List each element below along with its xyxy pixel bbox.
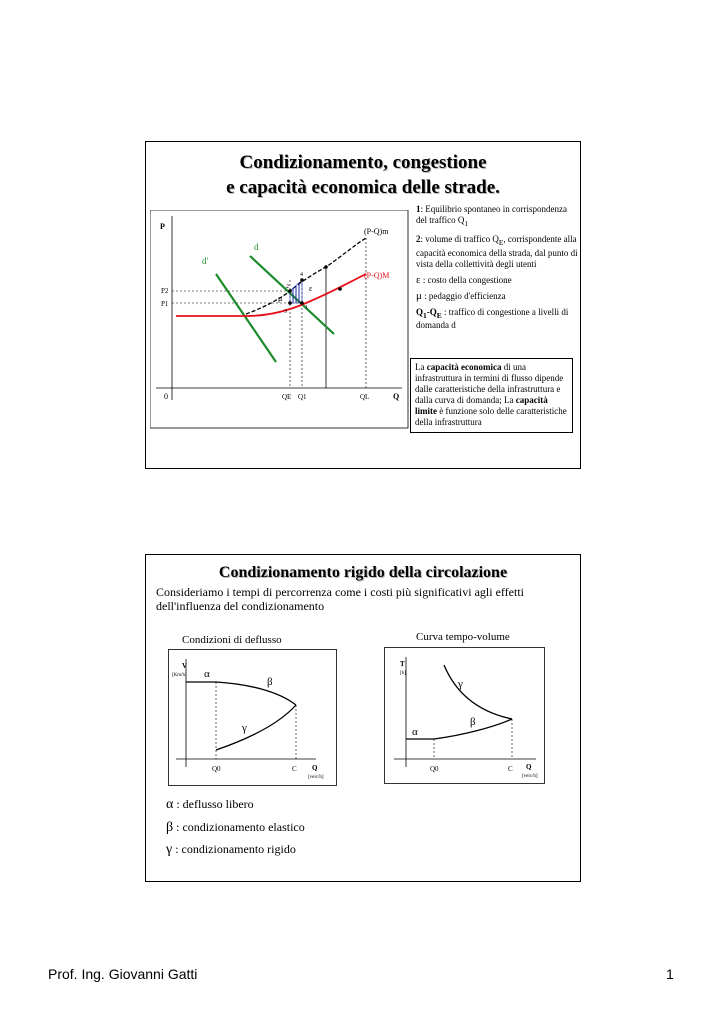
curve-gamma bbox=[444, 665, 512, 719]
point-2-label: 2 bbox=[286, 284, 289, 290]
q-axis-label: Q bbox=[312, 764, 318, 772]
curve-m-label: (P-Q)m bbox=[364, 227, 389, 236]
footer-page-number: 1 bbox=[666, 966, 674, 982]
curve-pq-M bbox=[176, 274, 366, 316]
t-axis-label: T bbox=[400, 660, 405, 668]
beta-label: β bbox=[267, 676, 273, 688]
c-label: C bbox=[292, 765, 297, 773]
congestion-graph bbox=[150, 210, 410, 432]
slide-congestione bbox=[145, 141, 581, 469]
gamma-label: γ bbox=[242, 722, 247, 734]
graph-left-title: Condizioni di deflusso bbox=[182, 634, 282, 646]
slide-title: Condizionamento rigido della circolazione bbox=[218, 564, 508, 581]
gamma-label: γ bbox=[458, 678, 463, 690]
note-2: 2: volume di traffico $Q_E$, corrispondente alla capacità economica della strada, dal punto di vista della collettività degli utenti bbox=[416, 233, 578, 269]
epsilon-label: ε bbox=[309, 284, 313, 293]
p1-label: P1 bbox=[161, 300, 169, 308]
q1-label: Q1 bbox=[298, 393, 307, 401]
speed-flow-graph bbox=[168, 649, 338, 787]
demand-curve-d bbox=[250, 256, 334, 334]
curve-M-label: (P-Q)M bbox=[364, 271, 390, 280]
point-3-label: 3 bbox=[284, 309, 287, 315]
graph-right-title: Curva tempo-volume bbox=[416, 631, 510, 643]
note-5: $Q_1-Q_E$ : traffico di congestione a livelli di domanda d bbox=[416, 306, 569, 331]
v-axis-label: V bbox=[182, 662, 188, 670]
v-axis-unit: [Km/h] bbox=[172, 673, 187, 678]
note-3: ε : costo della congestione bbox=[416, 273, 512, 286]
mu-label: μ bbox=[278, 294, 283, 303]
legend-beta: β : condizionamento elastico bbox=[166, 820, 305, 835]
p-axis-label: P bbox=[160, 222, 165, 231]
c-label: C bbox=[508, 765, 513, 773]
capacity-definition-box: La capacità economica di una infrastruttura in termini di flusso dipende dalle caratteristiche della infrastruttura e dalla curva di domanda; La capacità limite è funzione solo delle caratteristiche della infrastruttura bbox=[410, 358, 573, 433]
point-4 bbox=[300, 278, 304, 282]
slide-title-line2: e capacità economica delle strade. bbox=[226, 177, 500, 198]
point-1-label: 1 bbox=[305, 305, 308, 311]
beta-label: β bbox=[470, 716, 476, 728]
q-axis-unit: [veic/h] bbox=[308, 775, 324, 780]
demand-curve-d-prime bbox=[216, 274, 276, 362]
alpha-label: α bbox=[204, 668, 210, 680]
graph-notes bbox=[416, 204, 578, 336]
p2-label: P2 bbox=[161, 287, 169, 295]
graph-frame bbox=[385, 648, 545, 784]
origin-label: 0 bbox=[164, 392, 168, 401]
time-volume-graph bbox=[384, 647, 546, 785]
curve-gamma bbox=[216, 705, 296, 750]
q-axis-label: Q bbox=[526, 763, 532, 771]
q0-label: Q0 bbox=[430, 765, 439, 773]
q-axis-unit: [veic/h] bbox=[522, 774, 538, 779]
point-1 bbox=[300, 301, 304, 305]
point-4-label: 4 bbox=[300, 272, 303, 278]
point-3 bbox=[288, 301, 292, 305]
footer-author: Prof. Ing. Giovanni Gatti bbox=[48, 966, 198, 982]
q-axis-label: Q bbox=[393, 392, 400, 401]
curve-alpha-beta bbox=[406, 719, 512, 739]
t-axis-unit: [h] bbox=[400, 671, 406, 676]
curve-alpha-beta bbox=[186, 682, 296, 705]
slide-intro-text: Consideriamo i tempi di percorrenza come i costi più significativi agli effetti dell'influenza del condizionamento bbox=[156, 585, 525, 613]
ql-label: QL bbox=[360, 393, 370, 401]
demand-d-prime-label: d' bbox=[202, 256, 209, 266]
legend-alpha: α : deflusso libero bbox=[166, 797, 254, 812]
slide-condizionamento-rigido bbox=[145, 554, 581, 882]
slide-title-line1: Condizionamento, congestione bbox=[239, 152, 487, 173]
note-4: μ : pedaggio d'efficienza bbox=[416, 289, 506, 302]
alpha-label: α bbox=[412, 726, 418, 738]
qe-label: QE bbox=[282, 393, 292, 401]
note-1: 1: Equilibrio spontaneo in corrispondenza del traffico $Q_1$ bbox=[416, 204, 567, 228]
point-a bbox=[324, 265, 328, 269]
point-b bbox=[338, 287, 342, 291]
legend-gamma: γ : condizionamento rigido bbox=[166, 842, 296, 857]
q0-label: Q0 bbox=[212, 765, 221, 773]
demand-d-label: d bbox=[254, 242, 259, 252]
